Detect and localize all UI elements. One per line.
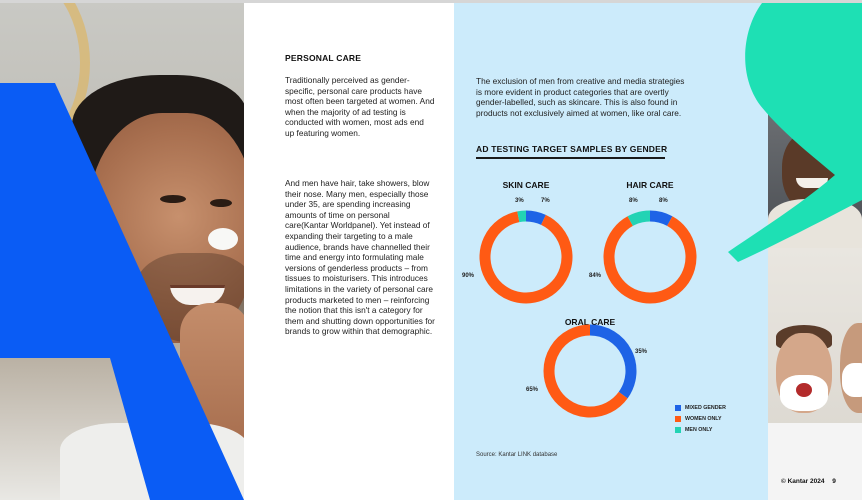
chart-title: SKIN CARE	[502, 180, 550, 190]
source-note: Source: Kantar LINK database	[476, 452, 558, 458]
chart-title: HAIR CARE	[626, 180, 674, 190]
face-mask-photo	[828, 25, 862, 95]
legend-swatch-men	[675, 427, 681, 433]
data-label: 8%	[659, 198, 668, 204]
donut-chart	[599, 206, 701, 308]
legend-item-women	[675, 414, 726, 424]
legend-swatch-women	[675, 416, 681, 422]
donut-segment-mixed-gender	[650, 216, 670, 221]
donut-segment-mixed-gender	[526, 216, 543, 220]
legend-label-mixed: MIXED GENDER	[685, 405, 726, 411]
chart-title: ORAL CARE	[564, 317, 616, 327]
data-label: 65%	[526, 387, 539, 393]
intro-text: The exclusion of men from creative and media strategies is more evident in product categories that are overtly gender-labelled, such as skincare. This is also found in products not exclusively aimed at women, like oral care.	[476, 76, 685, 118]
copyright: © Kantar 2024	[781, 478, 825, 485]
donut-segment-women-only	[485, 217, 567, 298]
heading-underline	[476, 157, 665, 159]
page-number: 9	[832, 478, 836, 485]
legend-item-men	[675, 425, 726, 435]
section-title: PERSONAL CARE	[285, 53, 362, 63]
data-label: 8%	[629, 198, 638, 204]
brand-letter-a	[0, 3, 244, 500]
chart-legend	[675, 403, 726, 436]
page-footer	[781, 478, 836, 485]
legend-label-men: MEN ONLY	[685, 427, 713, 433]
donut-segment-men-only	[630, 216, 650, 221]
data-label: 84%	[589, 273, 602, 279]
paragraph-1: Traditionally perceived as gender-specific, personal care products have most often been targeted at women. And when the majority of ad testing is conducted with women, most ads end up featuring women.	[285, 75, 435, 138]
donut-chart	[539, 320, 641, 422]
paragraph-2: And men have hair, take showers, blow their nose. Many men, especially those under 35, are spending increasing amounts of time on personal care(Kantar Worldpanel). Yet instead of expanding their targeting to a male audience, brands have channelled their time and energy into formulating male versions of genderless products – from tissues to moisturisers. This introduces limitations in the variety of personal care products marketed to men – reinforcing the notion that this isn't a category for them and shutting down opportunities for brands to grow within that demographic.	[285, 178, 435, 337]
men-photo-strip	[768, 3, 862, 500]
data-label: 35%	[635, 349, 648, 355]
donut-segment-women-only	[609, 221, 691, 298]
donut-segment-men-only	[518, 216, 526, 217]
data-label: 90%	[462, 273, 475, 279]
donut-chart	[475, 206, 577, 308]
data-label: 3%	[515, 198, 524, 204]
legend-label-women: WOMEN ONLY	[685, 416, 722, 422]
legend-item-mixed	[675, 403, 726, 413]
donut-segment-mixed-gender	[590, 330, 631, 395]
data-label: 7%	[541, 198, 550, 204]
chart-heading: AD TESTING TARGET SAMPLES BY GENDER	[476, 144, 668, 154]
legend-swatch-mixed	[675, 405, 681, 411]
